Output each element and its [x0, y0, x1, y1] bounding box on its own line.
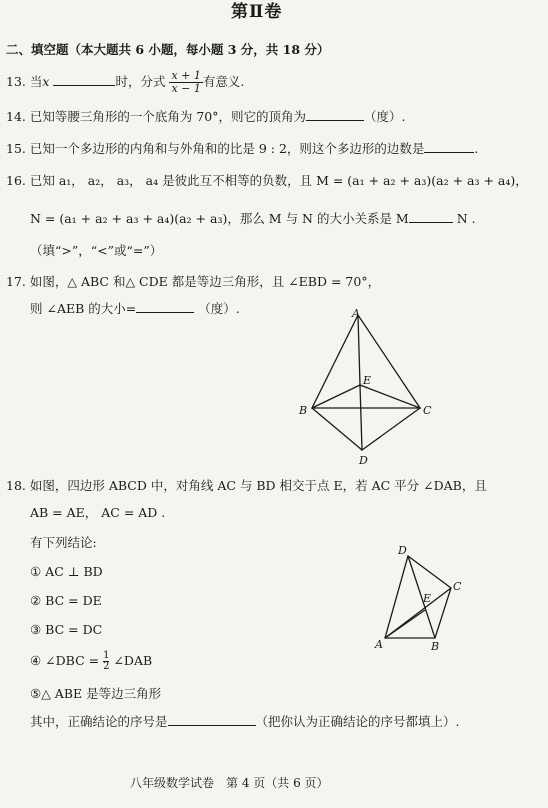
q17-label-a: A: [352, 307, 360, 320]
q14-post: （度）.: [364, 109, 406, 124]
q15-answer-blank[interactable]: [424, 140, 474, 153]
q18-c4-post: ∠DAB: [113, 653, 153, 668]
q17-segment-be: [312, 385, 360, 408]
q18-segment-ae: [385, 610, 425, 638]
q18-number: 18.: [6, 478, 26, 493]
q17-answer-blank[interactable]: [136, 300, 194, 313]
q13-fraction: [169, 70, 202, 95]
question-15: [6, 140, 478, 157]
q17-label-b: B: [299, 404, 308, 417]
q17-label-d: D: [359, 454, 368, 467]
q18-label-a: A: [375, 638, 383, 651]
q18-answer-blank[interactable]: [168, 713, 256, 726]
q18-c4-pre: ④ ∠DBC =: [30, 653, 100, 668]
q17-figure: [290, 305, 450, 470]
q18-line1: 如图，四边形 ABCD 中，对角线 AC 与 BD 相交于点 E，若 AC 平分 ∠DAB，且: [29, 478, 487, 493]
q18-conclusion-4: [30, 651, 152, 672]
q15-text: 已知一个多边形的内角和与外角和的比是 9 : 2，则这个多边形的边数是: [29, 141, 425, 156]
q18-final-line: [30, 713, 460, 730]
q13-mid: 时，分式: [115, 74, 166, 89]
question-17-line-1: [6, 274, 380, 290]
q15-post: .: [474, 141, 479, 156]
page-footer: 八年级数学试卷 第 4 页（共 6 页）: [130, 776, 329, 790]
q16-answer-blank[interactable]: [409, 210, 453, 223]
q17-label-e: E: [363, 374, 372, 387]
q18-label-b: B: [431, 640, 440, 653]
section-heading: 二、填空题（本大题共 6 小题，每小题 3 分，共 18 分）: [6, 42, 330, 57]
q18-conclusion-2: ② BC = DE: [30, 593, 102, 608]
page-title: 第Ⅱ卷: [231, 2, 283, 22]
q17-line1: 如图，△ ABC 和△ CDE 都是等边三角形，且 ∠EBD = 70°，: [29, 274, 381, 289]
q13-pre: 当: [29, 74, 43, 89]
q16-line1: 已知 a₁， a₂， a₃， a₄ 是彼此互不相等的负数，且 M = (a₁ + a₂ + a₃)(a₂ + a₃ + a₄)，: [29, 173, 528, 188]
q18-c4-fraction: [103, 651, 109, 672]
q15-number: 15.: [6, 141, 26, 156]
q18-conclusion-1: ① AC ⊥ BD: [30, 564, 103, 579]
q17-number: 17.: [6, 274, 26, 289]
q13-post: 有意义.: [202, 74, 245, 89]
q14-answer-blank[interactable]: [306, 108, 364, 121]
q17-segment-ae: [358, 315, 360, 385]
q14-number: 14.: [6, 109, 26, 124]
q16-number: 16.: [6, 173, 26, 188]
q18-c4-frac-den: 2: [103, 661, 110, 672]
question-16-line-2: [30, 210, 476, 227]
q18-label-c: C: [453, 580, 462, 593]
q17-line2-pre: 则 ∠AEB 的大小=: [30, 301, 137, 316]
q18-c4-frac-num: 1: [103, 650, 110, 661]
q18-quadrilateral-abcd: [385, 556, 451, 638]
q17-triangle-abc: [312, 315, 420, 408]
q16-line2-pre: N = (a₁ + a₂ + a₃ + a₄)(a₂ + a₃)，那么 M 与 N 的大小关系是 M: [30, 211, 409, 226]
q18-figure: [365, 540, 475, 655]
q13-frac-numerator: x + 1: [171, 69, 201, 82]
question-16-line-3: （填“>”，“<”或“=”）: [30, 243, 163, 258]
q17-line2-post: （度）.: [198, 301, 240, 316]
question-17-line-2: [30, 300, 240, 317]
q17-segment-bd: [312, 408, 362, 450]
q18-label-d: D: [398, 544, 407, 557]
q18-conclusion-3: ③ BC = DC: [30, 622, 103, 637]
q16-line2-post: N .: [456, 211, 476, 226]
q18-last-post: （把你认为正确结论的序号都填上）.: [255, 714, 460, 729]
q13-frac-denominator: x − 1: [171, 82, 201, 95]
question-18-line-1: [6, 478, 487, 494]
q18-last-pre: 其中，正确结论的序号是: [30, 714, 168, 729]
q13-answer-blank[interactable]: [53, 73, 115, 86]
question-13: [6, 70, 244, 95]
q18-conclusion-5: ⑤△ ABE 是等边三角形: [30, 686, 162, 701]
q13-var: x: [42, 74, 50, 89]
question-14: [6, 108, 406, 125]
q13-number: 13.: [6, 74, 26, 89]
q17-label-c: C: [423, 404, 432, 417]
q18-line-2: AB = AE， AC = AD .: [30, 505, 166, 520]
question-16-line-1: [6, 173, 528, 189]
q18-line-3: 有下列结论:: [30, 535, 97, 550]
q14-text: 已知等腰三角形的一个底角为 70°，则它的顶角为: [29, 109, 307, 124]
q18-label-e: E: [423, 592, 432, 605]
